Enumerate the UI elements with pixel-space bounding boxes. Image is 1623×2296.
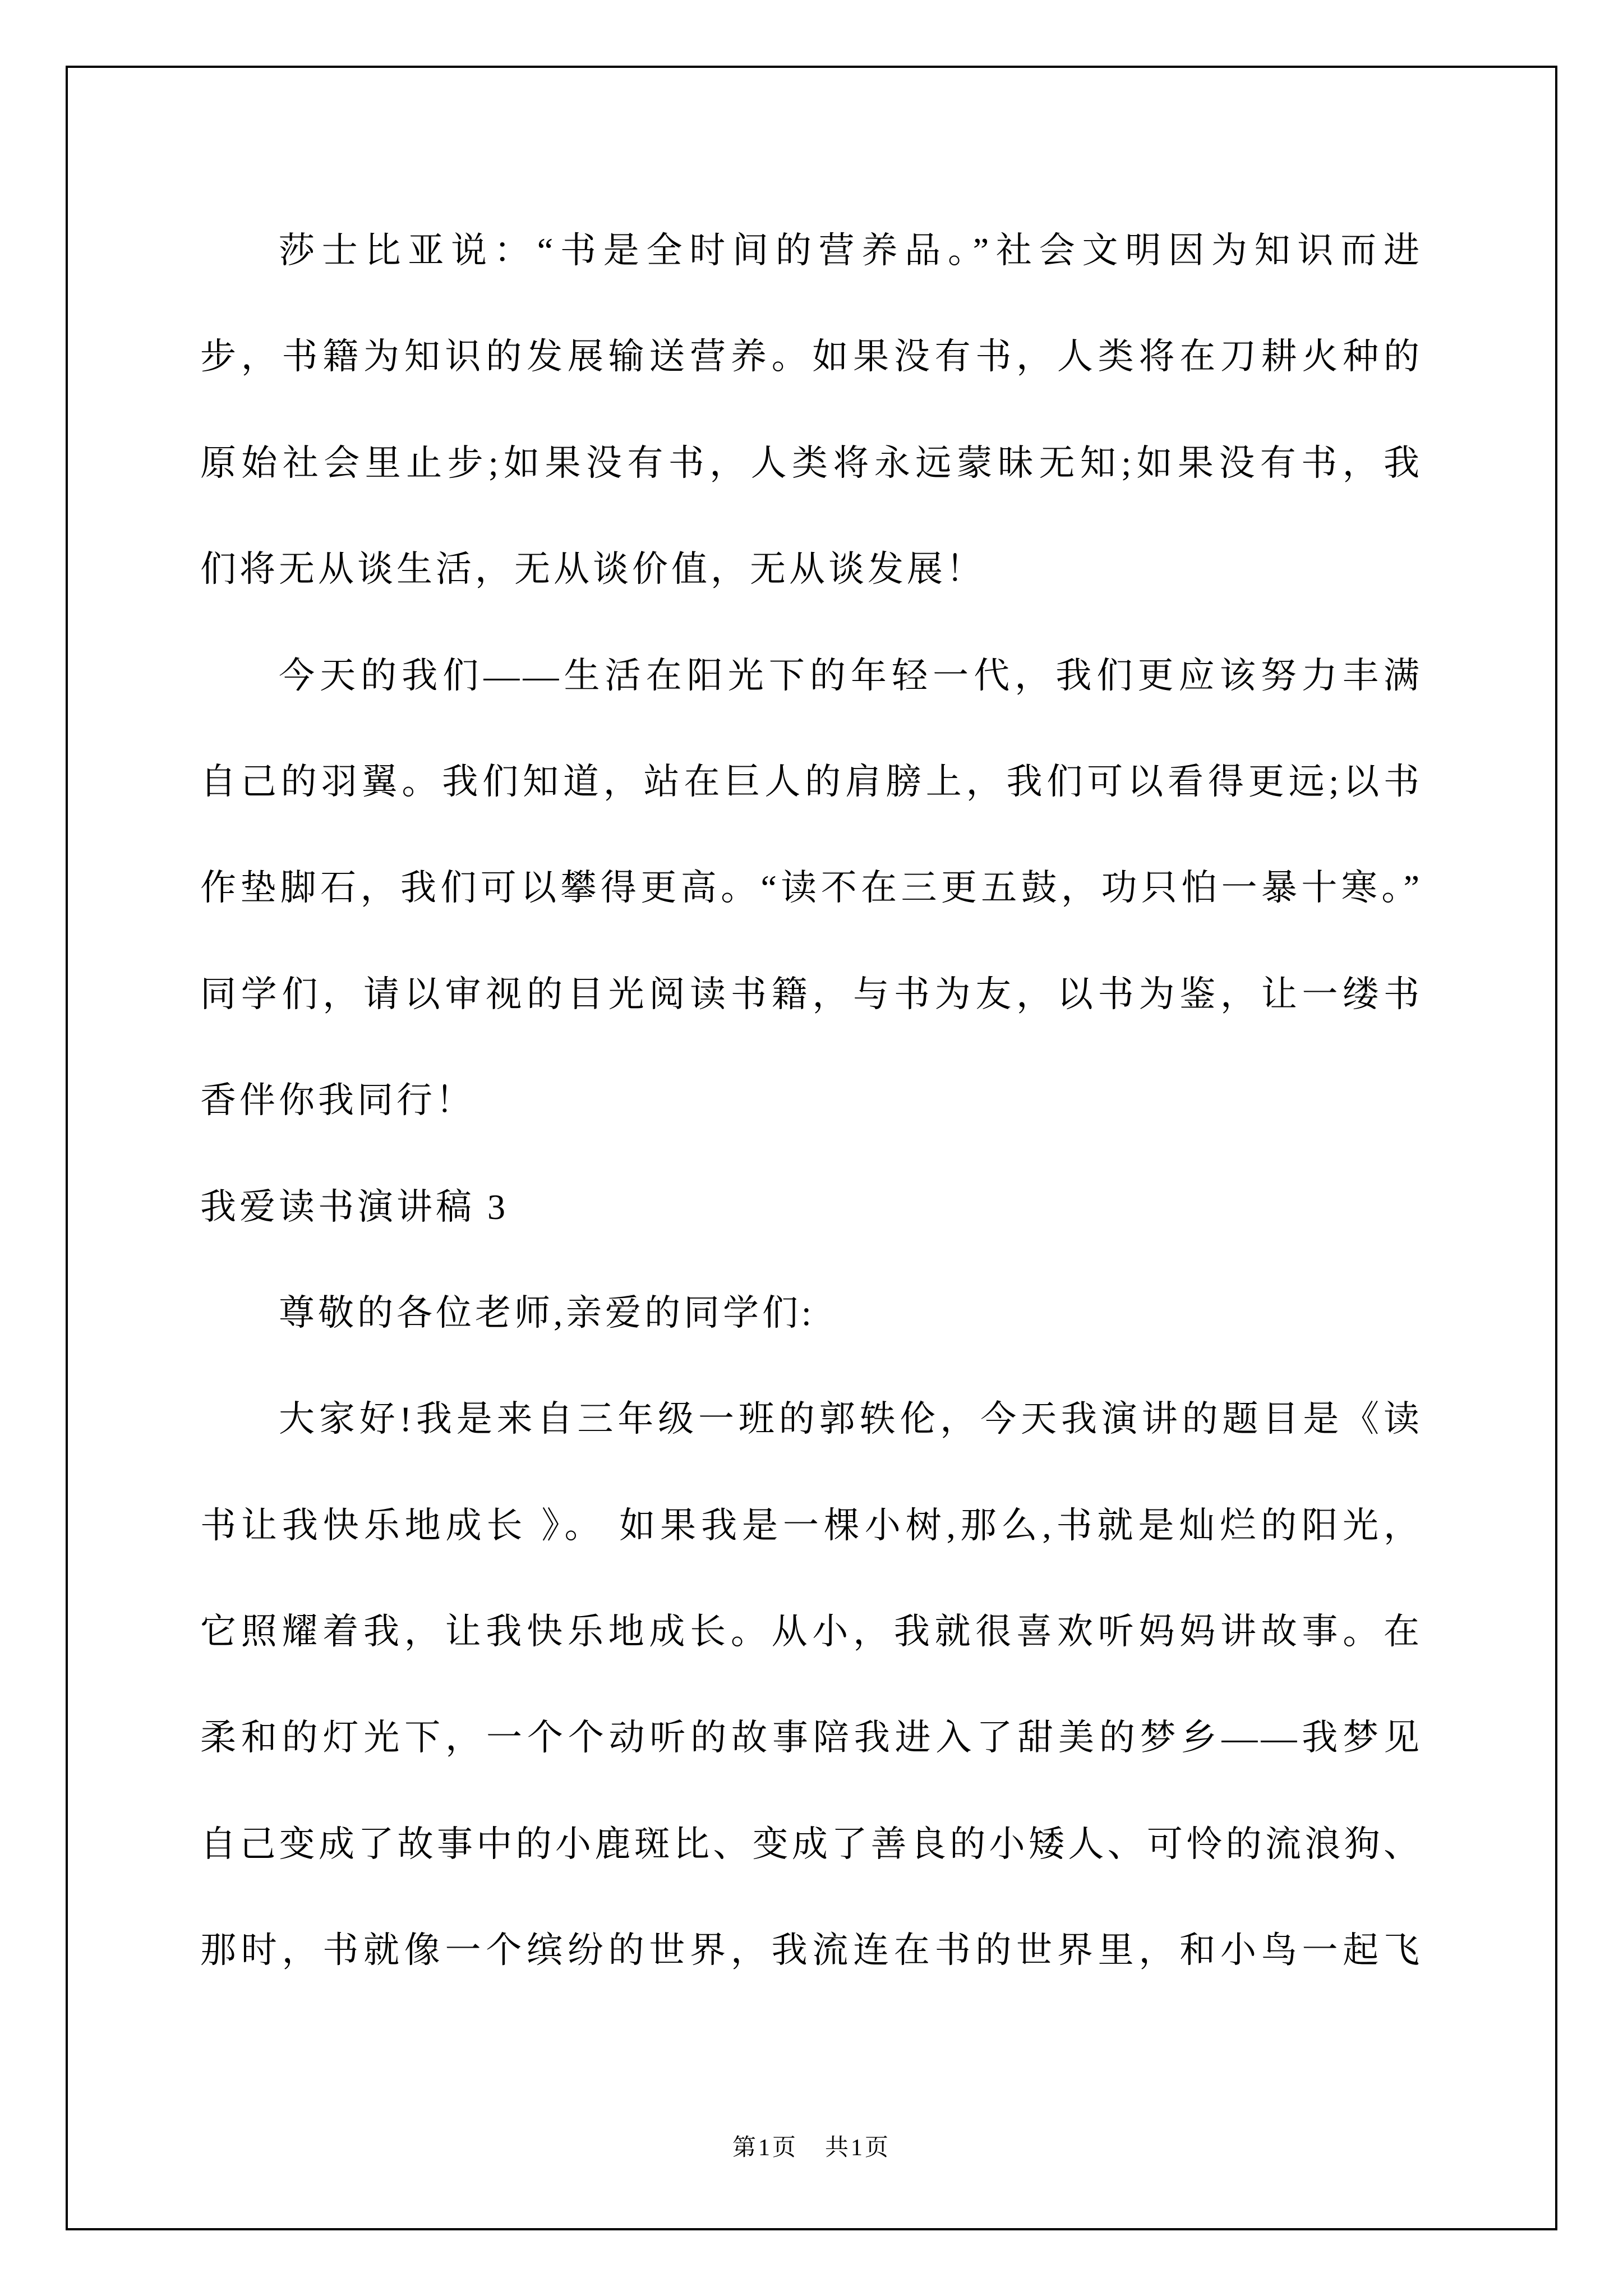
- text-line: 自己变成了故事中的小鹿斑比、变成了善良的小矮人、可怜的流浪狗、: [200, 1824, 1423, 1864]
- text-line: 那时，书就像一个缤纷的世界，我流连在书的世界里，和小鸟一起飞: [200, 1930, 1423, 1971]
- text-line: 尊敬的各位老师,亲爱的同学们:: [279, 1292, 815, 1333]
- text-line: 步，书籍为知识的发展输送营养。如果没有书，人类将在刀耕火种的: [200, 337, 1423, 377]
- text-line: 今天的我们——生活在阳光下的年轻一代，我们更应该努力丰满: [279, 655, 1423, 696]
- footer-current-page: 第1页: [732, 2135, 798, 2161]
- text-line: 自己的羽翼。我们知道，站在巨人的肩膀上，我们可以看得更远;以书: [200, 761, 1423, 802]
- text-line: 柔和的灯光下，一个个动听的故事陪我进入了甜美的梦乡——我梦见: [200, 1718, 1423, 1758]
- text-line: 作垫脚石，我们可以攀得更高。“读不在三更五鼓，功只怕一暴十寒。”: [200, 868, 1423, 908]
- page-footer: [0, 2129, 1623, 2162]
- text-line: 莎士比亚说：“书是全时间的营养品。”社会文明因为知识而进: [279, 231, 1423, 270]
- text-line: 大家好!我是来自三年级一班的郭轶伦，今天我演讲的题目是《读: [279, 1399, 1423, 1439]
- text-line: 同学们，请以审视的目光阅读书籍，与书为友，以书为鉴，让一缕书: [200, 974, 1423, 1014]
- text-line: 原始社会里止步;如果没有书，人类将永远蒙昧无知;如果没有书，我: [200, 443, 1423, 483]
- text-line: 它照耀着我，让我快乐地成长。从小，我就很喜欢听妈妈讲故事。在: [200, 1612, 1423, 1652]
- footer-total-pages: 共1页: [825, 2135, 891, 2161]
- text-line: 我爱读书演讲稿 3: [200, 1186, 509, 1227]
- text-line: 们将无从谈生活，无从谈价值，无从谈发展！: [200, 549, 985, 590]
- text-line: 书让我快乐地成长 》。 如果我是一棵小树,那么,书就是灿烂的阳光，: [200, 1505, 1423, 1545]
- text-line: 香伴你我同行！: [200, 1080, 475, 1121]
- document-body: [200, 197, 1423, 2004]
